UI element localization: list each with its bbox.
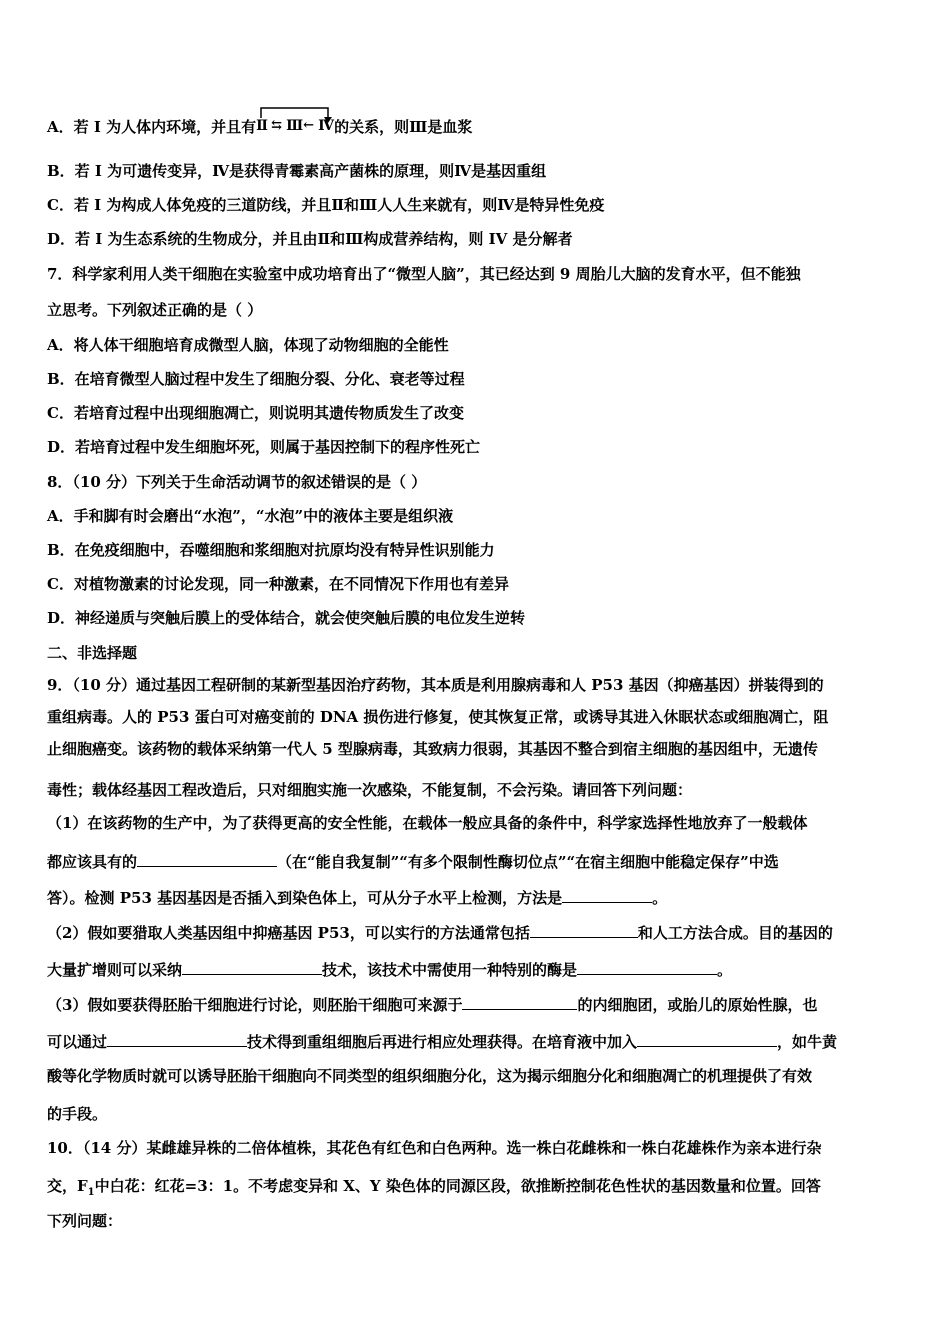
answer-blank-7[interactable] — [107, 1031, 247, 1047]
answer-blank-8[interactable] — [637, 1031, 777, 1047]
node-iii: Ⅲ — [286, 118, 304, 134]
q10-line-3: 下列问题： — [47, 1212, 123, 1230]
q9-part1-line-3: 答）。检测 P53 基因基因是否插入到染色体上，可从分子水平上检测，方法是 。 — [47, 889, 668, 907]
q8-stem: 8．（10 分）下列关于生命活动调节的叙述错误的是（ ） — [47, 473, 427, 491]
left-arrow-icon: ← — [303, 118, 315, 133]
q9-part3-line-1: （3）假如要获得胚胎干细胞进行讨论，则胚胎干细胞可来源于 的内细胞团，或胎儿的原始性腺，也 — [47, 996, 818, 1014]
answer-blank-6[interactable] — [462, 994, 577, 1010]
q7-stem-line-2: 立思考。下列叙述正确的是（ ） — [47, 301, 263, 319]
q8-option-b: B．在免疫细胞中，吞噬细胞和浆细胞对抗原均没有特异性识别能力 — [47, 541, 495, 559]
q7-option-c: C．若培育过程中出现细胞凋亡，则说明其遗传物质发生了改变 — [47, 404, 464, 422]
q9-line-2: 重组病毒。人的 P53 蛋白可对癌变前的 DNA 损伤进行修复，使其恢复正常，或诱导其进入休眠状态或细胞凋亡，阻 — [47, 708, 829, 726]
q8-option-c: C．对植物激素的讨论发现，同一种激素，在不同情况下作用也有差异 — [47, 575, 509, 593]
q9-part3-line-4: 的手段。 — [47, 1105, 108, 1123]
q6-option-c: C．若 I 为构成人体免疫的三道防线，并且Ⅱ和Ⅲ人人生来就有，则Ⅳ是特异性免疫 — [47, 196, 605, 214]
q9-part2-line-2: 大量扩增则可以采纳 技术，该技术中需使用一种特别的酶是 。 — [47, 961, 733, 979]
node-ii: Ⅱ — [256, 118, 268, 134]
relationship-diagram — [256, 116, 334, 136]
q8-option-d: D．神经递质与突触后膜上的受体结合，就会使突触后膜的电位发生逆转 — [47, 609, 526, 627]
q9-line-1: 9．（10 分）通过基因工程研制的某新型基因治疗药物，其本质是利用腺病毒和人 P53 基因（抑癌基因）拼装得到的 — [47, 676, 824, 694]
answer-blank-3[interactable] — [530, 922, 638, 938]
q9-part3-line-3: 酸等化学物质时就可以诱导胚胎干细胞向不同类型的组织细胞分化，这为揭示细胞分化和细胞凋亡的机理提供了有效 — [47, 1067, 813, 1085]
q7-option-a: A．将人体干细胞培育成微型人脑，体现了动物细胞的全能性 — [47, 336, 449, 354]
q9-part3-line-2: 可以通过 技术得到重组细胞后再进行相应处理获得。在培育液中加入 ，如牛黄 — [47, 1033, 838, 1051]
q7-option-b: B．在培育微型人脑过程中发生了细胞分裂、分化、衰老等过程 — [47, 370, 465, 388]
q10-line-1: 10．（14 分）某雌雄异株的二倍体植株，其花色有红色和白色两种。选一株白花雌株和一株白花雄株作为亲本进行杂 — [47, 1139, 822, 1157]
swap-arrow-icon: ⇆ — [271, 118, 283, 133]
q9-line-4: 毒性；载体经基因工程改造后，只对细胞实施一次感染，不能复制，不会污染。请回答下列问题： — [47, 781, 693, 799]
q6-option-a — [47, 116, 472, 137]
q6-option-b: B．若 I 为可遗传变异，Ⅳ是获得青霉素高产菌株的原理，则Ⅳ是基因重组 — [47, 162, 547, 180]
q10-line-2: 交，$F_1$中白花：红花=3：1。不考虑变异和 X、Y 染色体的同源区段，欲推断控制花色性状的基因数量和位置。回答 — [47, 1177, 821, 1198]
q9-part2-line-1: （2）假如要猎取人类基因组中抑癌基因 P53，可以实行的方法通常包括 和人工方法合成。目的基因的 — [47, 924, 833, 942]
q8-option-a: A．手和脚有时会磨出“水泡”，“水泡”中的液体主要是组织液 — [47, 507, 454, 525]
q6-option-a-tail: 的关系，则Ⅲ是血浆 — [334, 118, 473, 136]
section-heading: 二、非选择题 — [47, 644, 138, 662]
q6-option-a-text: A．若 I 为人体内环境，并且有 — [47, 118, 257, 136]
answer-blank-4[interactable] — [182, 959, 322, 975]
answer-blank-5[interactable] — [577, 959, 717, 975]
q9-line-3: 止细胞癌变。该药物的载体采纳第一代人 5 型腺病毒，其致病力很弱，其基因不整合到宿主细胞的基因组中，无遗传 — [47, 740, 818, 758]
answer-blank-2[interactable] — [562, 887, 652, 903]
answer-blank-1[interactable] — [137, 851, 277, 867]
q9-part1-line-2: 都应该具有的 （在“能自我复制”“有多个限制性酶切位点”“在宿主细胞中能稳定保存”中选 — [47, 853, 779, 871]
q7-stem-line-1: 7．科学家利用人类干细胞在实验室中成功培育出了“微型人脑”，其已经达到 9 周胎儿大脑的发育水平，但不能独 — [47, 265, 801, 283]
node-iv: Ⅳ — [318, 118, 334, 134]
q6-option-d: D．若 I 为生态系统的生物成分，并且由Ⅱ和Ⅲ构成营养结构，则 IV 是分解者 — [47, 230, 573, 248]
q9-part1-line-1: （1）在该药物的生产中，为了获得更高的安全性能，在载体一般应具备的条件中，科学家选择性地放弃了一般载体 — [47, 814, 808, 832]
q7-option-d: D．若培育过程中发生细胞坏死，则属于基因控制下的程序性死亡 — [47, 438, 481, 456]
